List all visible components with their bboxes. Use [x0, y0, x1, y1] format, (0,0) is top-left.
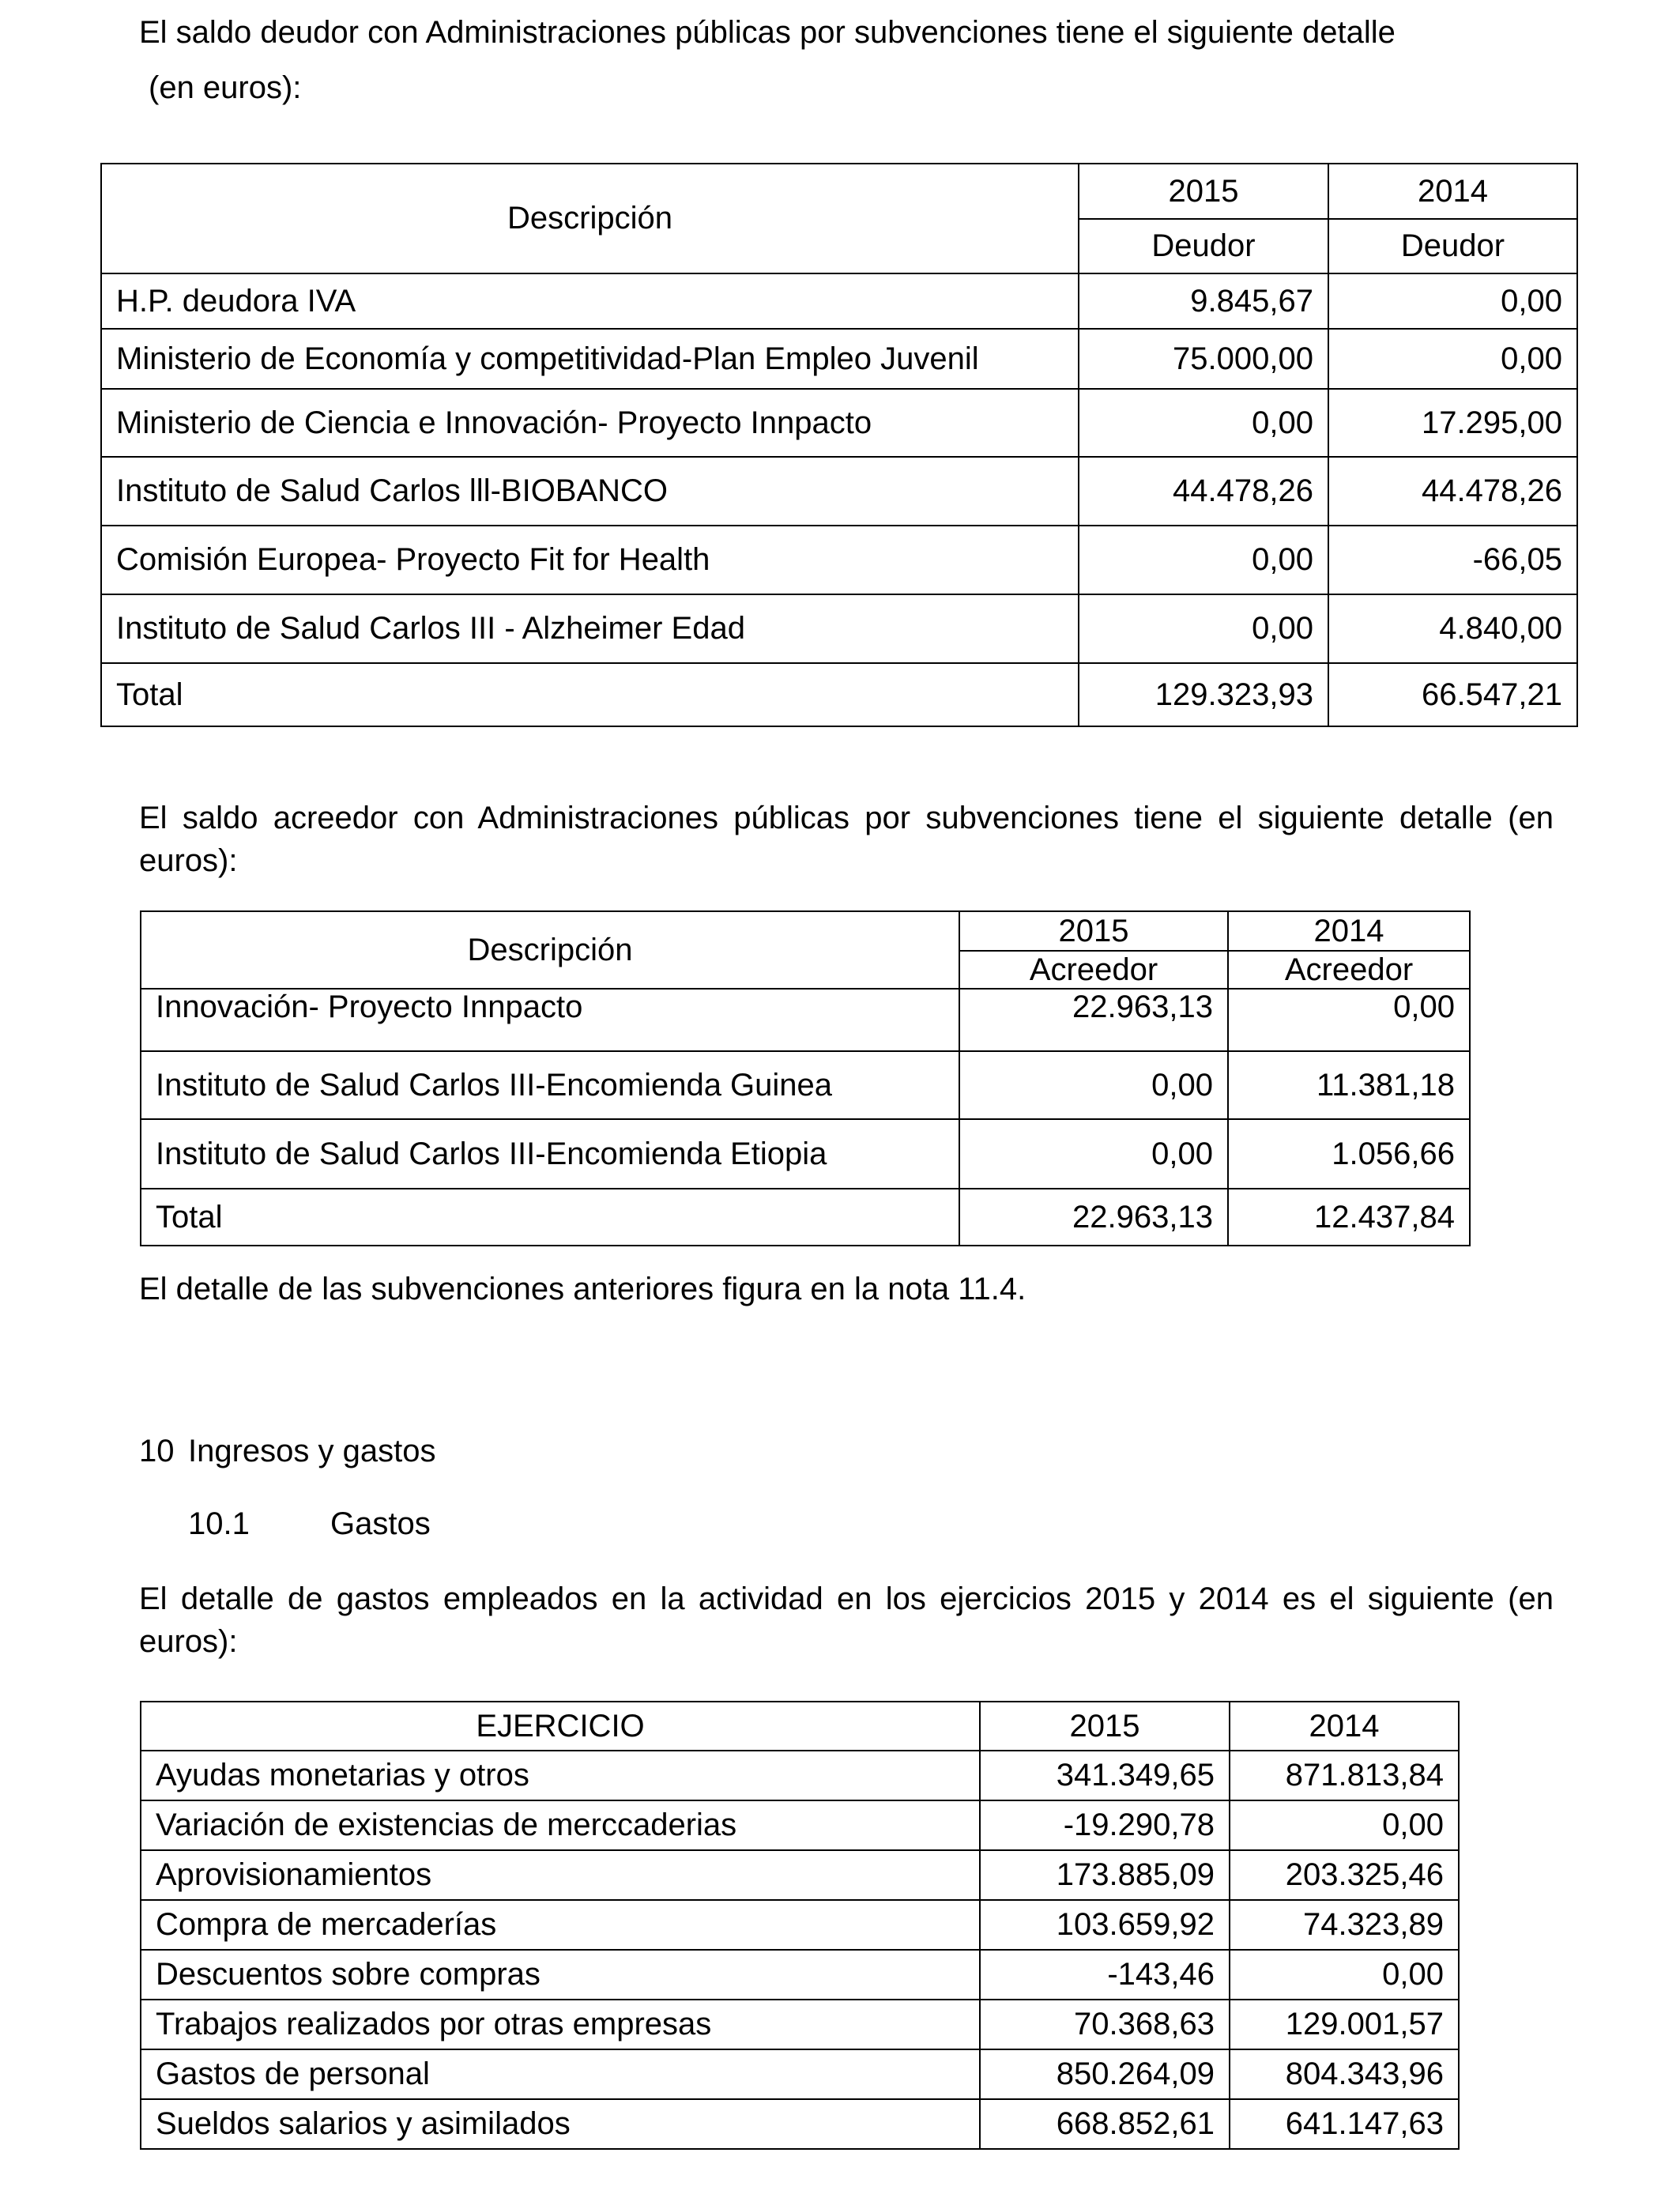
subsection-number: 10.1 [188, 1506, 250, 1541]
header-2014: 2014 [1230, 1702, 1459, 1751]
table-row [141, 2099, 1459, 2149]
row-desc: Instituto de Salud Carlos III-Encomienda Etiopia [141, 1119, 959, 1189]
table-row [141, 1119, 1470, 1189]
table-acreedor [140, 910, 1471, 1246]
row-value-2015: 173.885,09 [980, 1850, 1230, 1900]
row-value-2014: 17.295,00 [1328, 389, 1577, 457]
row-value-2015: 0,00 [959, 1051, 1228, 1119]
header-descripcion: Descripción [141, 911, 959, 989]
table-row [141, 989, 1470, 1051]
row-desc: Variación de existencias de merccaderias [141, 1800, 980, 1850]
total-value-2014: 12.437,84 [1228, 1189, 1470, 1246]
row-desc: Instituto de Salud Carlos III-Encomienda Guinea [141, 1051, 959, 1119]
row-value-2015: 0,00 [1079, 389, 1328, 457]
table-gastos [140, 1701, 1460, 2150]
row-value-2014: 1.056,66 [1228, 1119, 1470, 1189]
row-value-2015: 668.852,61 [980, 2099, 1230, 2149]
intro-gastos: El detalle de gastos empleados en la actividad en los ejercicios 2015 y 2014 es el siguiente (en euros): [139, 1581, 1554, 1659]
row-desc: Innovación- Proyecto Innpacto [141, 989, 959, 1051]
table-row [101, 526, 1577, 594]
row-desc: Compra de mercaderías [141, 1900, 980, 1950]
row-value-2015: 22.963,13 [959, 989, 1228, 1051]
note-text: El detalle de las subvenciones anteriores figura en la nota 11.4. [139, 1272, 1026, 1306]
row-value-2014: 0,00 [1228, 989, 1470, 1051]
row-value-2014: 74.323,89 [1230, 1900, 1459, 1950]
table-row [141, 1950, 1459, 2000]
section-title: Ingresos y gastos [188, 1434, 436, 1468]
table-row [141, 1051, 1470, 1119]
total-value-2015: 22.963,13 [959, 1189, 1228, 1246]
row-value-2015: 0,00 [959, 1119, 1228, 1189]
row-value-2015: -19.290,78 [980, 1800, 1230, 1850]
row-value-2014: 129.001,57 [1230, 2000, 1459, 2049]
header-year-2014: 2014 [1228, 911, 1470, 951]
row-value-2015: 850.264,09 [980, 2049, 1230, 2099]
intro-deudor-line2: (en euros): [149, 70, 302, 105]
row-value-2015: 0,00 [1079, 594, 1328, 663]
table-row [101, 594, 1577, 663]
row-value-2014: -66,05 [1328, 526, 1577, 594]
row-desc: H.P. deudora IVA [101, 273, 1079, 329]
total-label: Total [101, 663, 1079, 726]
row-value-2014: 44.478,26 [1328, 457, 1577, 526]
row-desc: Trabajos realizados por otras empresas [141, 2000, 980, 2049]
table-total-row [141, 1189, 1470, 1246]
row-desc: Ministerio de Economía y competitividad-Plan Empleo Juvenil [101, 329, 1079, 389]
table-deudor [100, 163, 1578, 727]
table-row [141, 1800, 1459, 1850]
intro-deudor-line1: El saldo deudor con Administraciones públicas por subvenciones tiene el siguiente detalle [139, 15, 1396, 50]
table-row [141, 1850, 1459, 1900]
table-header-row [141, 911, 1470, 951]
intro-acreedor: El saldo acreedor con Administraciones públicas por subvenciones tiene el siguiente detalle (en euros): [139, 801, 1554, 878]
row-desc: Descuentos sobre compras [141, 1950, 980, 2000]
row-value-2014: 0,00 [1230, 1950, 1459, 2000]
header-year-2015: 2015 [959, 911, 1228, 951]
header-descripcion: Descripción [101, 164, 1079, 273]
table-row [141, 2000, 1459, 2049]
row-value-2014: 0,00 [1328, 273, 1577, 329]
header-deudor-2015: Deudor [1079, 219, 1328, 273]
header-year-2015: 2015 [1079, 164, 1328, 219]
row-value-2014: 0,00 [1328, 329, 1577, 389]
header-deudor-2014: Deudor [1328, 219, 1577, 273]
row-desc: Comisión Europea- Proyecto Fit for Health [101, 526, 1079, 594]
table-total-row [101, 663, 1577, 726]
header-acreedor-2015: Acreedor [959, 951, 1228, 989]
row-value-2014: 11.381,18 [1228, 1051, 1470, 1119]
header-year-2014: 2014 [1328, 164, 1577, 219]
table-row [141, 1900, 1459, 1950]
row-value-2015: 103.659,92 [980, 1900, 1230, 1950]
row-value-2014: 4.840,00 [1328, 594, 1577, 663]
table-row [101, 329, 1577, 389]
table-row [141, 1751, 1459, 1800]
row-value-2015: 70.368,63 [980, 2000, 1230, 2049]
header-acreedor-2014: Acreedor [1228, 951, 1470, 989]
row-value-2015: 9.845,67 [1079, 273, 1328, 329]
section-number: 10 [139, 1434, 175, 1468]
row-desc: Aprovisionamientos [141, 1850, 980, 1900]
total-value-2015: 129.323,93 [1079, 663, 1328, 726]
subsection-title: Gastos [330, 1506, 431, 1541]
table-header-row [101, 164, 1577, 219]
total-value-2014: 66.547,21 [1328, 663, 1577, 726]
row-desc: Ministerio de Ciencia e Innovación- Proyecto Innpacto [101, 389, 1079, 457]
row-value-2014: 804.343,96 [1230, 2049, 1459, 2099]
row-value-2014: 203.325,46 [1230, 1850, 1459, 1900]
row-desc: Gastos de personal [141, 2049, 980, 2099]
row-value-2015: 341.349,65 [980, 1751, 1230, 1800]
row-value-2015: -143,46 [980, 1950, 1230, 2000]
table-row [141, 2049, 1459, 2099]
row-value-2015: 75.000,00 [1079, 329, 1328, 389]
row-value-2014: 641.147,63 [1230, 2099, 1459, 2149]
row-desc: Ayudas monetarias y otros [141, 1751, 980, 1800]
header-ejercicio: EJERCICIO [141, 1702, 980, 1751]
header-2015: 2015 [980, 1702, 1230, 1751]
table-header-row [141, 1702, 1459, 1751]
row-value-2014: 0,00 [1230, 1800, 1459, 1850]
row-desc: Instituto de Salud Carlos lll-BIOBANCO [101, 457, 1079, 526]
row-desc: Instituto de Salud Carlos III - Alzheimer Edad [101, 594, 1079, 663]
row-value-2014: 871.813,84 [1230, 1751, 1459, 1800]
total-label: Total [141, 1189, 959, 1246]
row-desc: Sueldos salarios y asimilados [141, 2099, 980, 2149]
row-value-2015: 44.478,26 [1079, 457, 1328, 526]
table-row [101, 457, 1577, 526]
table-row [101, 389, 1577, 457]
row-value-2015: 0,00 [1079, 526, 1328, 594]
table-row [101, 273, 1577, 329]
